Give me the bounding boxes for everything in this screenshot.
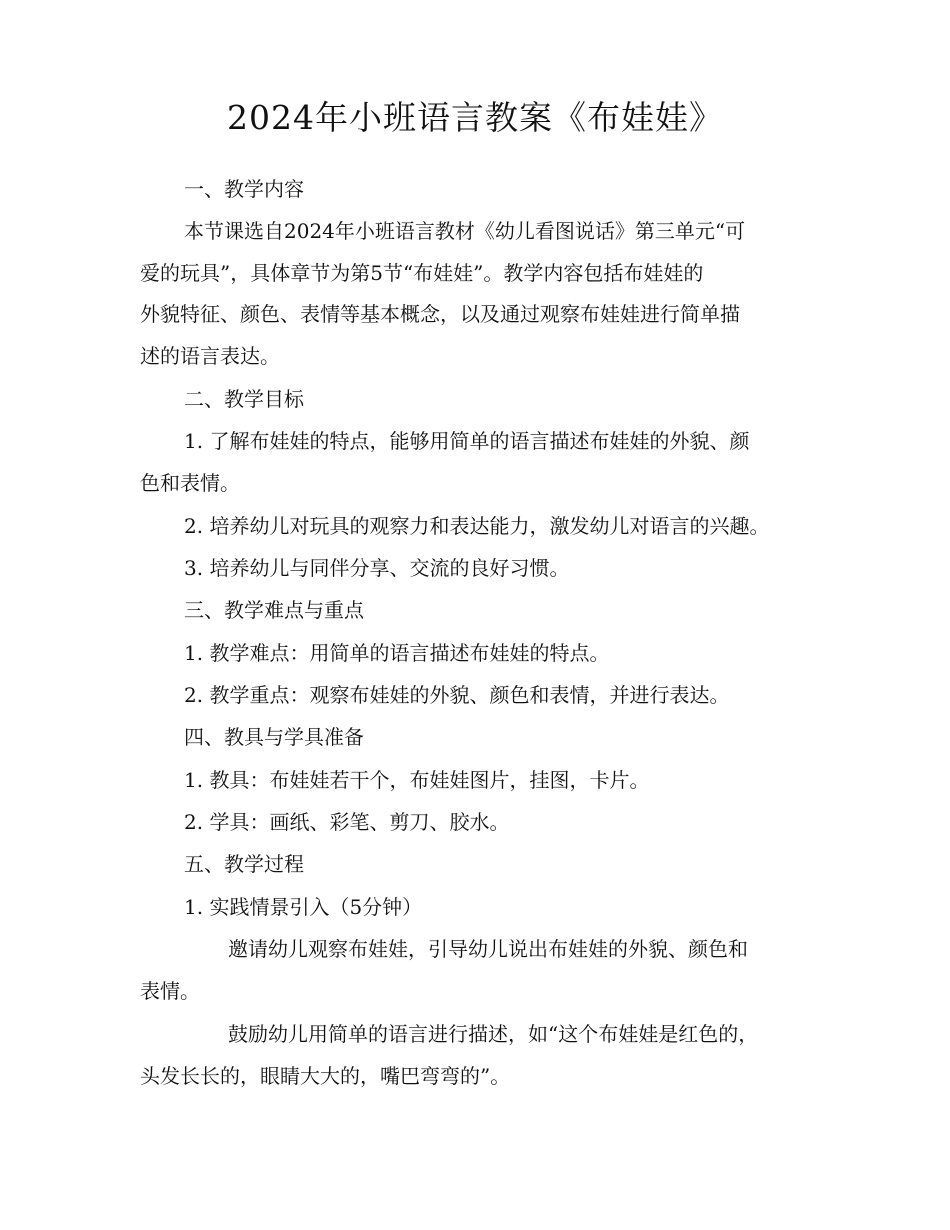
paragraph-line: 爱的玩具”，具体章节为第5节“布娃娃”。教学内容包括布娃娃的	[140, 261, 704, 285]
document-title: 2024年小班语言教案《布娃娃》	[227, 98, 723, 137]
paragraph-line: 本节课选自2024年小班语言教材《幼儿看图说话》第三单元“可	[184, 219, 746, 243]
paragraph-line: 表情。	[140, 979, 200, 1003]
list-item-line: 1. 教具：布娃娃若干个，布娃娃图片，挂图，卡片。	[184, 768, 650, 792]
list-item-line: 1. 教学难点：用简单的语言描述布娃娃的特点。	[184, 641, 610, 665]
list-item-line: 色和表情。	[140, 471, 240, 495]
section-heading-content: 一、教学内容	[184, 177, 304, 201]
section-heading-goals: 二、教学目标	[184, 387, 304, 411]
list-item-line: 2. 学具：画纸、彩笔、剪刀、胶水。	[184, 810, 510, 834]
paragraph-line: 邀请幼儿观察布娃娃，引导幼儿说出布娃娃的外貌、颜色和	[228, 937, 748, 961]
paragraph-line: 鼓励幼儿用简单的语言进行描述，如“这个布娃娃是红色的，	[228, 1022, 759, 1046]
paragraph-line: 头发长长的，眼睛大大的，嘴巴弯弯的”。	[140, 1064, 511, 1088]
list-item-line: 2. 培养幼儿对玩具的观察力和表达能力，激发幼儿对语言的兴趣。	[184, 514, 770, 538]
list-item-line: 3. 培养幼儿与同伴分享、交流的良好习惯。	[184, 556, 570, 580]
section-heading-difficulties: 三、教学难点与重点	[184, 598, 364, 622]
section-heading-process: 五、教学过程	[184, 852, 304, 876]
paragraph-line: 述的语言表达。	[140, 344, 280, 368]
paragraph-line: 外貌特征、颜色、表情等基本概念，以及通过观察布娃娃进行简单描	[140, 302, 740, 326]
section-heading-materials: 四、教具与学具准备	[184, 725, 364, 749]
list-item-line: 1. 实践情景引入（5分钟）	[184, 895, 423, 919]
list-item-line: 1. 了解布娃娃的特点，能够用简单的语言描述布娃娃的外貌、颜	[184, 429, 750, 453]
list-item-line: 2. 教学重点：观察布娃娃的外貌、颜色和表情，并进行表达。	[184, 683, 730, 707]
